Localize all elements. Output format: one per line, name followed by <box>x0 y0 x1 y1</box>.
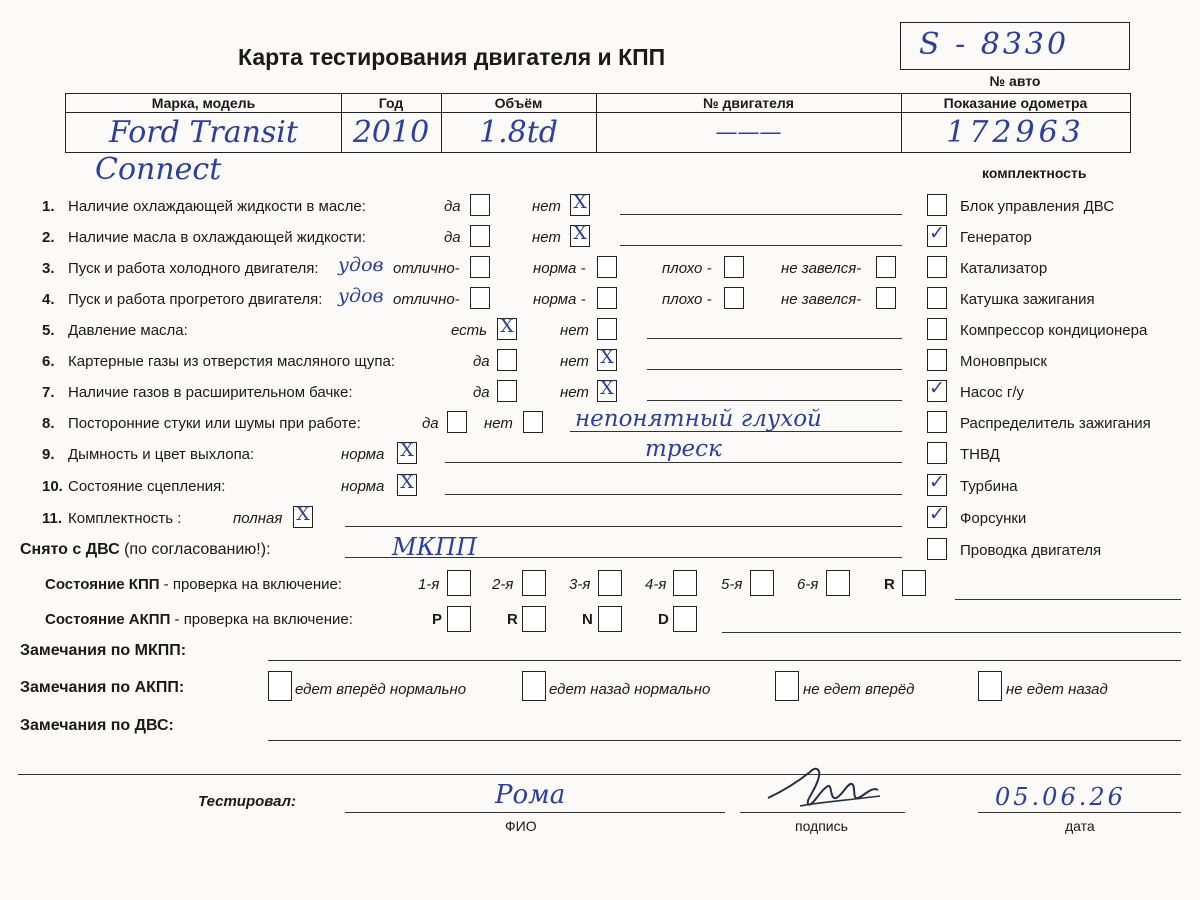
option-yes: да <box>473 353 490 370</box>
akpp-label: Состояние АКПП - проверка на включение: <box>45 611 353 628</box>
completeness-checkbox[interactable]: ✓ <box>927 225 947 247</box>
test-date: 05.06.26 <box>995 783 1126 811</box>
option-present: есть <box>451 322 488 339</box>
remarks-dvs-label: Замечания по ДВС: <box>20 717 174 734</box>
mode-checkbox[interactable] <box>598 606 622 632</box>
option-bad: плохо - <box>662 291 712 308</box>
yes-checkbox[interactable] <box>470 225 490 247</box>
value-make-model: Ford Transit <box>109 115 298 150</box>
notes-line <box>620 245 902 246</box>
signature-line <box>740 812 905 813</box>
car-number-box <box>900 22 1130 70</box>
fio-label: ФИО <box>505 818 537 834</box>
header-engine-number: № двигателя <box>703 95 794 111</box>
option-yes: да <box>444 198 461 215</box>
akpp-line <box>722 632 1181 633</box>
option-bad: плохо - <box>662 260 712 277</box>
gear-checkbox[interactable] <box>522 570 546 596</box>
notes-line <box>647 369 902 370</box>
bad-checkbox[interactable] <box>724 256 744 278</box>
completeness-item: Блок управления ДВС <box>960 198 1115 215</box>
mode-label: N <box>582 611 593 628</box>
completeness-item: Форсунки <box>960 510 1027 527</box>
option-norm: норма - <box>533 260 586 277</box>
completeness-checkbox[interactable] <box>927 194 947 216</box>
notes-line <box>570 431 902 432</box>
check-label: Посторонние стуки или шумы при работе: <box>68 415 361 432</box>
fio-line <box>345 812 725 813</box>
yes-checkbox[interactable] <box>497 349 517 371</box>
yes-checkbox[interactable] <box>447 411 467 433</box>
completeness-item: Катализатор <box>960 260 1048 277</box>
kpp-line <box>955 599 1181 600</box>
remarks-mkpp-label: Замечания по МКПП: <box>20 642 187 659</box>
date-label: дата <box>1065 818 1095 834</box>
nostart-checkbox[interactable] <box>876 256 896 278</box>
completeness-checkbox[interactable] <box>927 349 947 371</box>
option-no: нет <box>484 415 513 432</box>
completeness-checkbox[interactable]: ✓ <box>927 474 947 496</box>
check-number: 8. <box>42 415 55 432</box>
no-checkbox[interactable] <box>597 318 617 340</box>
check-label: Комплектность : <box>68 510 182 527</box>
option-yes: да <box>473 384 490 401</box>
completeness-item: Проводка двигателя <box>960 542 1102 559</box>
option-normal: норма <box>341 446 385 463</box>
signature-label: подпись <box>795 818 848 834</box>
completeness-item: Турбина <box>960 478 1018 495</box>
excellent-checkbox[interactable] <box>470 287 490 309</box>
yes-checkbox[interactable] <box>470 194 490 216</box>
remarks-dvs-line <box>268 740 1181 741</box>
normal-checkbox[interactable]: X <box>397 474 417 496</box>
option-nostart: не завелся- <box>781 260 862 277</box>
gear-checkbox[interactable] <box>447 570 471 596</box>
gear-checkbox[interactable] <box>902 570 926 596</box>
check-label: Состояние сцепления: <box>68 478 226 495</box>
value-engine-number: ——— <box>715 120 782 145</box>
completeness-item: Компрессор кондиционера <box>960 322 1148 339</box>
option-no: нет <box>532 229 561 246</box>
removed-value: МКПП <box>392 533 478 561</box>
completeness-item: Насос г/у <box>960 384 1024 401</box>
car-number-label: № авто <box>989 73 1041 89</box>
akpp-option-label: не едет назад <box>1006 681 1108 698</box>
handwritten-noise-note-1: непонятный глухой <box>575 406 822 432</box>
remarks-dvs-line-2 <box>18 774 1181 775</box>
full-checkbox[interactable]: X <box>293 506 313 528</box>
option-no: нет <box>560 384 589 401</box>
value-odometer: 172963 <box>946 115 1085 150</box>
remarks-akpp-label: Замечания по АКПП: <box>20 679 185 696</box>
norm-checkbox[interactable] <box>597 256 617 278</box>
check-label: Дымность и цвет выхлопа: <box>68 446 255 463</box>
akpp-option-label: не едет вперёд <box>803 681 915 698</box>
notes-line <box>445 494 902 495</box>
completeness-checkbox[interactable]: ✓ <box>927 380 947 402</box>
akpp-option-checkbox[interactable] <box>268 671 292 701</box>
gear-checkbox[interactable] <box>673 570 697 596</box>
nostart-checkbox[interactable] <box>876 287 896 309</box>
completeness-item: ТНВД <box>960 446 1000 463</box>
option-normal: норма <box>341 478 385 495</box>
completeness-item: Моновпрыск <box>960 353 1047 370</box>
header-make-model: Марка, модель <box>151 95 256 111</box>
akpp-option-label: едет вперёд нормально <box>295 681 467 698</box>
check-number: 5. <box>42 322 55 339</box>
akpp-option-label: едет назад нормально <box>549 681 711 698</box>
check-label: Наличие газов в расширительном бачке: <box>68 384 353 401</box>
akpp-option-checkbox[interactable] <box>775 671 799 701</box>
check-number: 11. <box>42 510 63 527</box>
option-nostart: не завелся- <box>781 291 862 308</box>
vehicle-info-table <box>65 93 1131 153</box>
completeness-item: Катушка зажигания <box>960 291 1095 308</box>
check-label: Наличие масла в охлаждающей жидкости: <box>68 229 366 246</box>
gear-label: 6-я <box>797 576 819 593</box>
handwritten-udov: удов <box>338 254 384 276</box>
completeness-item: Распределитель зажигания <box>960 415 1151 432</box>
completeness-checkbox[interactable] <box>927 256 947 278</box>
check-label: Пуск и работа прогретого двигателя: <box>68 291 323 308</box>
removed-label: Снято с ДВС (по согласованию!): <box>20 541 271 558</box>
completeness-checkbox[interactable] <box>927 411 947 433</box>
car-number-value: S - 8330 <box>919 27 1070 62</box>
check-label: Давление масла: <box>68 322 188 339</box>
handwritten-udov: удов <box>338 285 384 307</box>
notes-line <box>620 214 902 215</box>
present-checkbox[interactable]: X <box>497 318 517 340</box>
mode-checkbox[interactable] <box>447 606 471 632</box>
check-label: Наличие охлаждающей жидкости в масле: <box>68 198 366 215</box>
header-volume: Объём <box>494 95 543 111</box>
option-excellent: отлично- <box>393 260 460 277</box>
no-checkbox[interactable]: X <box>597 349 617 371</box>
completeness-header: комплектность <box>982 165 1087 181</box>
option-no: нет <box>560 322 589 339</box>
excellent-checkbox[interactable] <box>470 256 490 278</box>
mode-label: P <box>432 611 443 628</box>
gear-label: 4-я <box>645 576 667 593</box>
gear-label: 5-я <box>721 576 743 593</box>
remarks-mkpp-line <box>268 660 1181 661</box>
check-label: Картерные газы из отверстия масляного щупа: <box>68 353 395 370</box>
option-yes: да <box>444 229 461 246</box>
gear-label: 3-я <box>569 576 591 593</box>
gear-label: 2-я <box>492 576 514 593</box>
gear-checkbox[interactable] <box>750 570 774 596</box>
bad-checkbox[interactable] <box>724 287 744 309</box>
mode-checkbox[interactable] <box>522 606 546 632</box>
mode-label: R <box>507 611 518 628</box>
signature-image <box>760 760 890 820</box>
tester-name: Рома <box>495 780 566 810</box>
check-number: 9. <box>42 446 55 463</box>
no-checkbox[interactable]: X <box>570 194 590 216</box>
option-yes: да <box>422 415 439 432</box>
completeness-item: Генератор <box>960 229 1032 246</box>
completeness-checkbox[interactable] <box>927 287 947 309</box>
option-no: нет <box>560 353 589 370</box>
value-year: 2010 <box>352 115 430 150</box>
gear-label: R <box>884 576 895 593</box>
akpp-option-checkbox[interactable] <box>978 671 1002 701</box>
value-volume: 1.8td <box>479 115 558 150</box>
gear-label: 1-я <box>418 576 440 593</box>
yes-checkbox[interactable] <box>497 380 517 402</box>
completeness-checkbox[interactable] <box>927 538 947 560</box>
completeness-checkbox[interactable]: ✓ <box>927 506 947 528</box>
option-no: нет <box>532 198 561 215</box>
kpp-label: Состояние КПП - проверка на включение: <box>45 576 343 593</box>
check-label: Пуск и работа холодного двигателя: <box>68 260 319 277</box>
check-number: 7. <box>42 384 55 401</box>
no-checkbox[interactable]: X <box>570 225 590 247</box>
handwritten-noise-note-2: треск <box>645 436 722 462</box>
completeness-checkbox[interactable] <box>927 442 947 464</box>
mode-label: D <box>658 611 669 628</box>
option-full: полная <box>233 510 283 527</box>
header-year: Год <box>378 95 404 111</box>
form-title: Карта тестирования двигателя и КПП <box>238 44 666 70</box>
norm-checkbox[interactable] <box>597 287 617 309</box>
removed-line <box>345 557 902 558</box>
no-checkbox[interactable] <box>523 411 543 433</box>
notes-line <box>345 526 902 527</box>
completeness-checkbox[interactable] <box>927 318 947 340</box>
check-number: 10. <box>42 478 63 495</box>
header-odometer: Показание одометра <box>943 95 1088 111</box>
check-number: 6. <box>42 353 55 370</box>
check-number: 2. <box>42 229 55 246</box>
option-norm: норма - <box>533 291 586 308</box>
notes-line <box>647 338 902 339</box>
check-number: 4. <box>42 291 55 308</box>
date-line <box>978 812 1181 813</box>
normal-checkbox[interactable]: X <box>397 442 417 464</box>
akpp-option-checkbox[interactable] <box>522 671 546 701</box>
value-model-extra: Connect <box>95 152 222 187</box>
gear-checkbox[interactable] <box>598 570 622 596</box>
tested-label: Тестировал: <box>198 793 296 810</box>
gear-checkbox[interactable] <box>826 570 850 596</box>
check-number: 3. <box>42 260 55 277</box>
notes-line <box>445 462 902 463</box>
option-excellent: отлично- <box>393 291 460 308</box>
check-number: 1. <box>42 198 55 215</box>
no-checkbox[interactable]: X <box>597 380 617 402</box>
notes-line <box>647 400 902 401</box>
mode-checkbox[interactable] <box>673 606 697 632</box>
